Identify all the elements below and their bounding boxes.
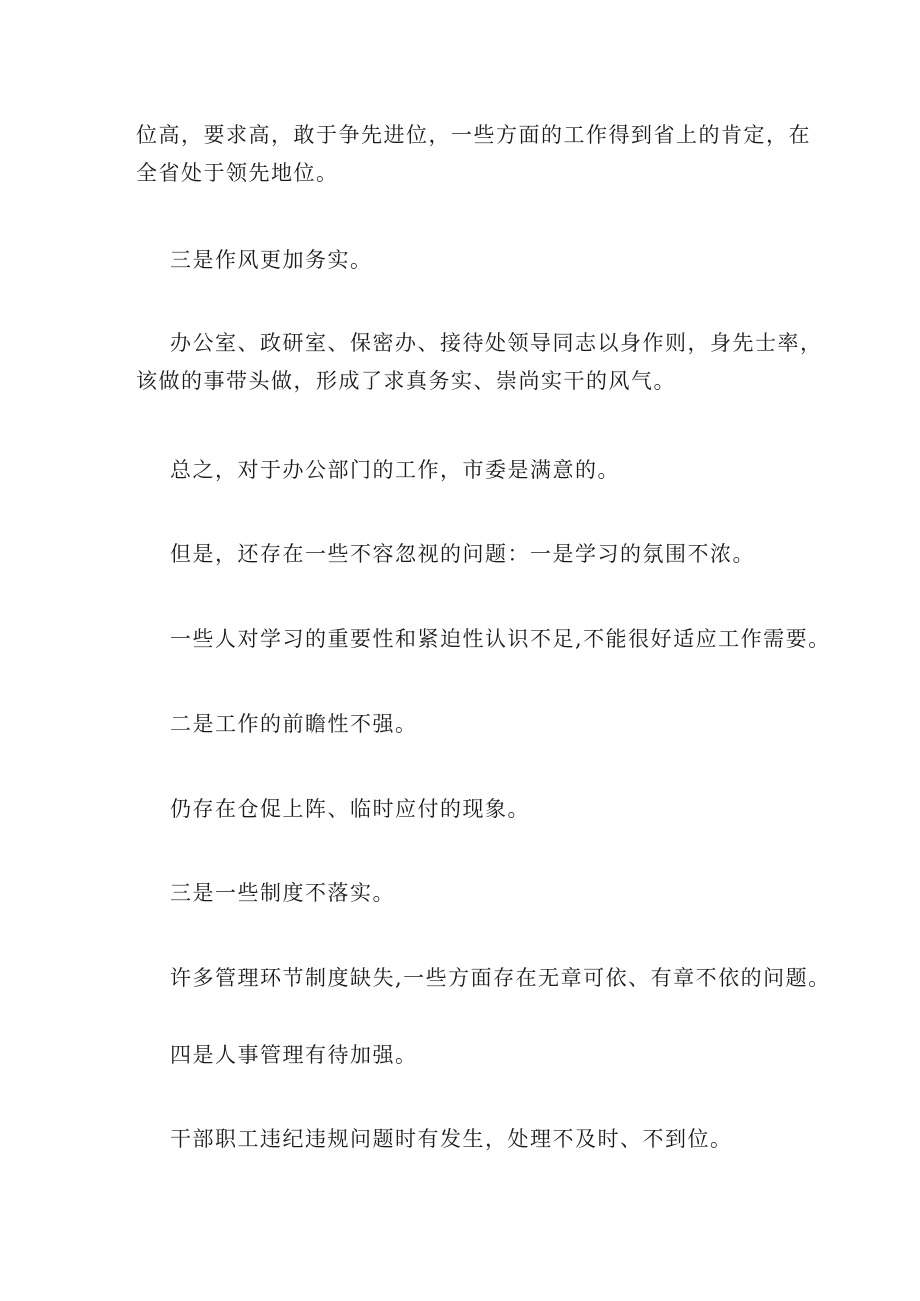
text-line: 总之，对于办公部门的工作，市委是满意的。	[170, 458, 620, 482]
paragraph-5	[136, 535, 806, 573]
paragraph-10	[136, 959, 831, 997]
text-line: 许多管理环节制度缺失,一些方面存在无章可依、有章不依的问题。	[170, 966, 831, 990]
paragraph-12	[136, 1120, 806, 1158]
paragraph-6	[136, 620, 831, 658]
text-line: 三是作风更加务实。	[170, 248, 373, 272]
text-line: 一些人对学习的重要性和紧迫性认识不足,不能很好适应工作需要。	[170, 627, 831, 651]
text-line: 二是工作的前瞻性不强。	[170, 712, 418, 736]
paragraph-2	[136, 241, 806, 279]
text-line: 但是，还存在一些不容忽视的问题：一是学习的氛围不浓。	[170, 542, 755, 566]
text-line: 位高，要求高，敢于争先进位，一些方面的工作得到省上的肯定，在	[136, 123, 811, 147]
text-line: 仍存在仓促上阵、临时应付的现象。	[170, 797, 530, 821]
text-line: 办公室、政研室、保密办、接待处领导同志以身作则，身先士率，	[170, 331, 823, 355]
paragraph-4	[136, 451, 806, 489]
paragraph-7	[136, 705, 806, 743]
paragraph-8	[136, 790, 806, 828]
text-line: 干部职工违纪违规问题时有发生，处理不及时、不到位。	[170, 1127, 733, 1151]
paragraph-3	[136, 324, 823, 400]
paragraph-9	[136, 874, 806, 912]
paragraph-1	[136, 116, 811, 192]
text-line: 全省处于领先地位。	[136, 161, 339, 185]
text-line: 三是一些制度不落实。	[170, 881, 395, 905]
text-line: 该做的事带头做，形成了求真务实、崇尚实干的风气。	[136, 369, 676, 393]
text-line: 四是人事管理有待加强。	[170, 1043, 418, 1067]
paragraph-11	[136, 1036, 806, 1074]
